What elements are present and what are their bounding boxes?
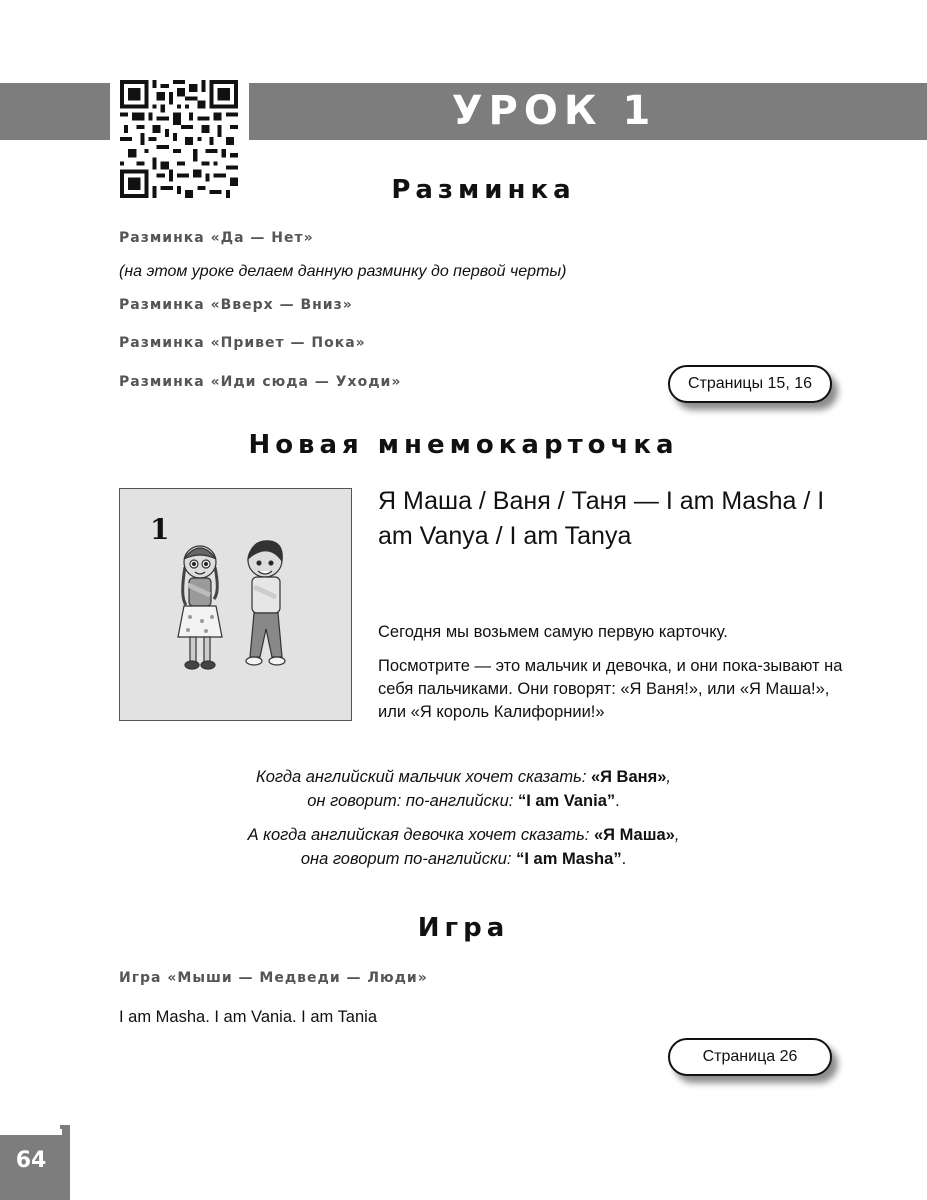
warmup-item-hello-bye: Разминка «Привет — Пока» bbox=[119, 335, 366, 351]
warmup-item-up-down: Разминка «Вверх — Вниз» bbox=[119, 297, 353, 313]
game-heading: Игра bbox=[417, 913, 510, 943]
flashcard-heading: Новая мнемокарточка bbox=[248, 430, 679, 460]
flashcard-intro: Сегодня мы возьмем самую первую карточку. bbox=[378, 623, 728, 641]
warmup-heading: Разминка bbox=[391, 175, 576, 205]
warmup-page-reference: Страницы 15, 16 bbox=[668, 365, 832, 403]
lesson-title: УРОК 1 bbox=[451, 88, 657, 134]
warmup-item-come-go: Разминка «Иди сюда — Уходи» bbox=[119, 374, 402, 390]
header-band-left bbox=[0, 83, 110, 140]
game-page-reference: Страница 26 bbox=[668, 1038, 832, 1076]
children-illustration-icon bbox=[170, 537, 310, 687]
game-text: I am Masha. I am Vania. I am Tania bbox=[119, 1008, 378, 1026]
game-name: Игра «Мыши — Медведи — Люди» bbox=[119, 970, 428, 986]
warmup-item-yes-no: Разминка «Да — Нет» bbox=[119, 230, 314, 246]
flashcard-image bbox=[119, 488, 352, 721]
flashcard-phrase: Я Маша / Ваня / Таня — I am Masha / I am Vanya / I am Tanya bbox=[378, 487, 825, 550]
page-number: 64 bbox=[15, 1148, 47, 1173]
warmup-note: (на этом уроке делаем данную разминку до первой черты) bbox=[119, 263, 567, 280]
flashcard-description: Посмотрите — это мальчик и девочка, и они пока-зывают на себя пальчиками. Они говорят: «Я Ваня!», или «Я Маша!», или «Я король Калифорнии!» bbox=[378, 657, 843, 721]
rule-girl: А когда английская девочка хочет сказать: «Я Маша», она говорит по-английски: “I am Masha”. bbox=[247, 826, 680, 868]
rule-boy: Когда английский мальчик хочет сказать: «Я Ваня», он говорит: по-английски: “I am Vania”. bbox=[255, 768, 672, 810]
flashcard-number: 1 bbox=[150, 513, 170, 546]
